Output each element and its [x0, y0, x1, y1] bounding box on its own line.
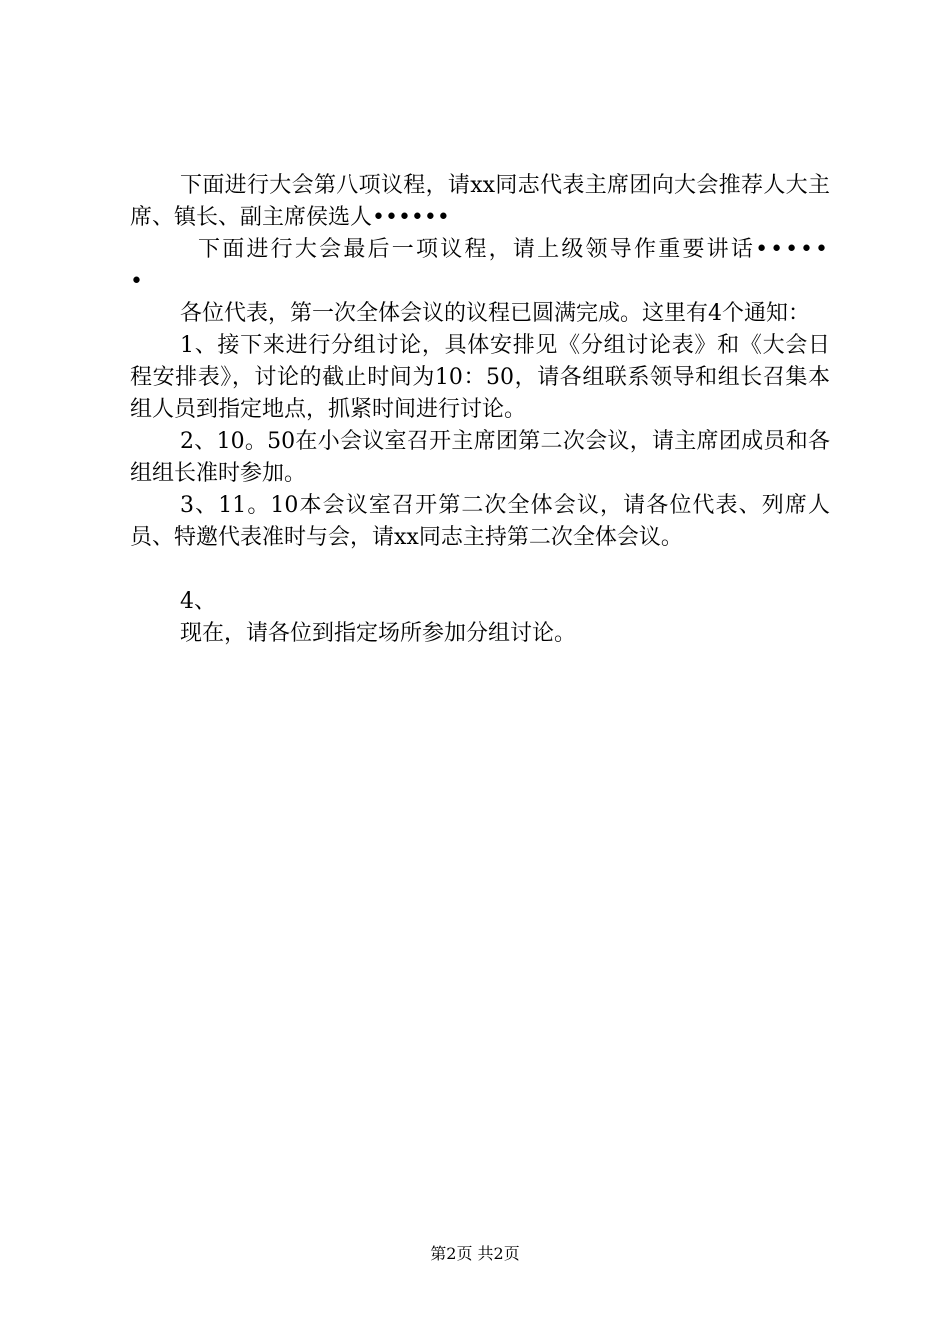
paragraph-spacer — [130, 554, 830, 586]
paragraph-notice-4: 4、 — [180, 589, 216, 614]
paragraph-notice-intro: 各位代表，第一次全体会议的议程已圆满完成。这里有4个通知： — [180, 301, 810, 326]
paragraph-agenda-eight: 下面进行大会第八项议程，请xx同志代表主席团向大会推荐人大主席、镇长、副主席侯选人•••••• — [130, 173, 830, 230]
page-footer: 第2页 共2页 — [430, 1244, 520, 1263]
paragraph-closing: 现在，请各位到指定场所参加分组讨论。 — [180, 621, 577, 646]
document-body — [130, 170, 830, 650]
paragraph-notice-3: 3、11。10本会议室召开第二次全体会议，请各位代表、列席人员、特邀代表准时与会，请xx同志主持第二次全体会议。 — [130, 493, 830, 550]
paragraph-notice-2: 2、10。50在小会议室召开主席团第二次会议，请主席团成员和各组组长准时参加。 — [130, 429, 830, 486]
paragraph-notice-1: 1、接下来进行分组讨论，具体安排见《分组讨论表》和《大会日程安排表》，讨论的截止时间为10：50，请各组联系领导和组长召集本组人员到指定地点，抓紧时间进行讨论。 — [130, 333, 830, 422]
paragraph-agenda-final: 下面进行大会最后一项议程，请上级领导作重要讲话•••••• — [130, 237, 830, 294]
